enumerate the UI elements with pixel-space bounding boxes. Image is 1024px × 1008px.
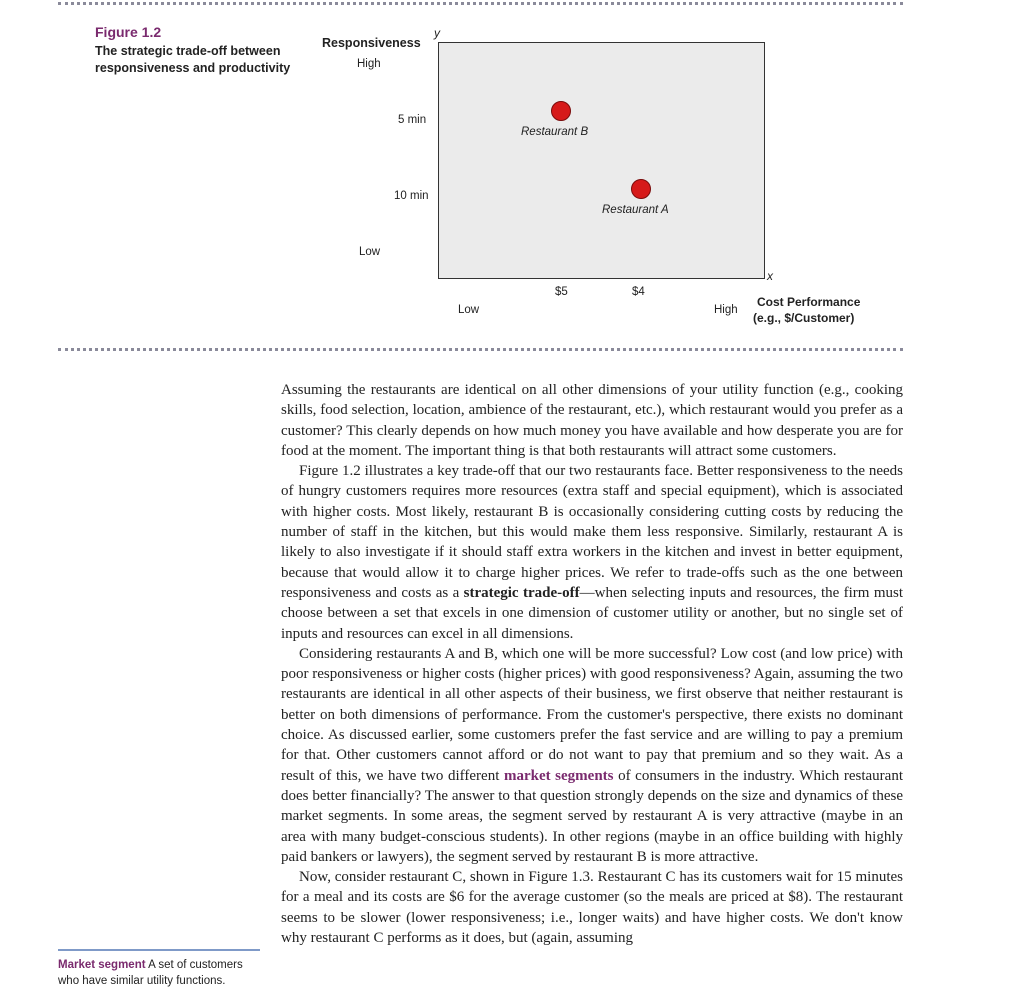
y-axis-letter: y (434, 26, 440, 40)
x-tick-5: $5 (555, 286, 568, 298)
term-market-segments: market segments (503, 767, 614, 784)
plot-area (438, 42, 765, 279)
paragraph-4: Now, consider restaurant C, shown in Figure 1.3. Restaurant C has its customers wait for 15 minutes for a meal and its costs are $6 for the average customer (so the meals are priced at $8). The restaurant seems to be slower (lower responsiveness; i.e., longer waits) and have higher costs. We don't know why restaurant C performs as it does, but (again, assuming (281, 869, 903, 947)
margin-note-term: Market segment (58, 959, 146, 971)
x-tick-4: $4 (632, 286, 645, 298)
margin-note-rule (58, 949, 260, 951)
label-restaurant-a: Restaurant A (602, 204, 669, 216)
x-low-label: Low (458, 304, 480, 316)
x-axis-label-line1: Cost Performance (757, 295, 861, 309)
figure-label: Figure 1.2 (95, 24, 162, 40)
body-text (281, 380, 903, 948)
y-axis-label: Responsiveness (322, 36, 421, 50)
label-restaurant-b: Restaurant B (521, 126, 589, 138)
paragraph-3: Considering restaurants A and B, which one will be more successful? Low cost (and low price) with poor responsiveness or higher costs (higher prices) with good responsiveness? Again, assuming the two restaurants are identical in all other aspects of their business, we first observe that neither restaurant is better on both dimensions of performance. From the customer's perspective, there exists no dominant choice. As discussed earlier, some customers prefer the fast service and are willing to pay a premium for that. Other customers cannot afford or do not want to pay that premium and so they wait. As a result of this, we have two different market segments of consumers in the industry. Which restaurant does better financially? The answer to that question strongly depends on the size and dynamics of these market segments. In some areas, the segment served by restaurant A is very attractive (maybe in an area with many budget-conscious students). In other regions (maybe in an office building with highly paid bankers or lawyers), the segment served by restaurant B is more attractive. (281, 645, 903, 865)
figure-caption: The strategic trade-off between responsiveness and productivity (95, 44, 291, 75)
point-restaurant-a (631, 179, 651, 199)
margin-note (58, 957, 258, 989)
x-axis-label-line2: (e.g., $/Customer) (753, 311, 855, 325)
x-high-label: High (714, 304, 738, 316)
y-tick-5min: 5 min (398, 114, 427, 126)
y-tick-10min: 10 min (394, 190, 429, 202)
y-low-label: Low (359, 246, 381, 258)
top-dotted-rule (58, 2, 903, 5)
y-high-label: High (357, 58, 381, 70)
term-strategic-trade-off: strategic trade-off (463, 584, 580, 601)
paragraph-1: Assuming the restaurants are identical on all other dimensions of your utility function (e.g., cooking skills, food selection, location, ambience of the restaurant, etc.), which restaurant would you prefer as a customer? This clearly depends on how much money you have available and how desperate you are for food at the moment. The important thing is that both restaurants will attract some customers. (281, 382, 903, 459)
paragraph-2: Figure 1.2 illustrates a key trade-off that our two restaurants face. Better responsiveness to the needs of hungry customers requires more resources (extra staff and special equipment), which is associated with higher costs. Most likely, restaurant B is occasionally considering cutting costs by reducing the number of staff in the kitchen, but this would make them less responsive. Similarly, restaurant A is likely to also investigate if it should staff extra workers in the kitchen and invest in better equipment, because that would allow it to charge higher prices. We refer to trade-offs such as the one between responsiveness and costs as a strategic trade-off—when selecting inputs and resources, the firm must choose between a set that excels in one dimension of customer utility or another, but no single set of inputs and resources can excel in all dimensions. (281, 463, 904, 642)
point-restaurant-b (551, 101, 571, 121)
x-axis-letter: x (767, 269, 773, 283)
bottom-dotted-rule (58, 348, 903, 351)
margin-note-definition: A set of customers who have similar utility functions. (58, 959, 243, 987)
